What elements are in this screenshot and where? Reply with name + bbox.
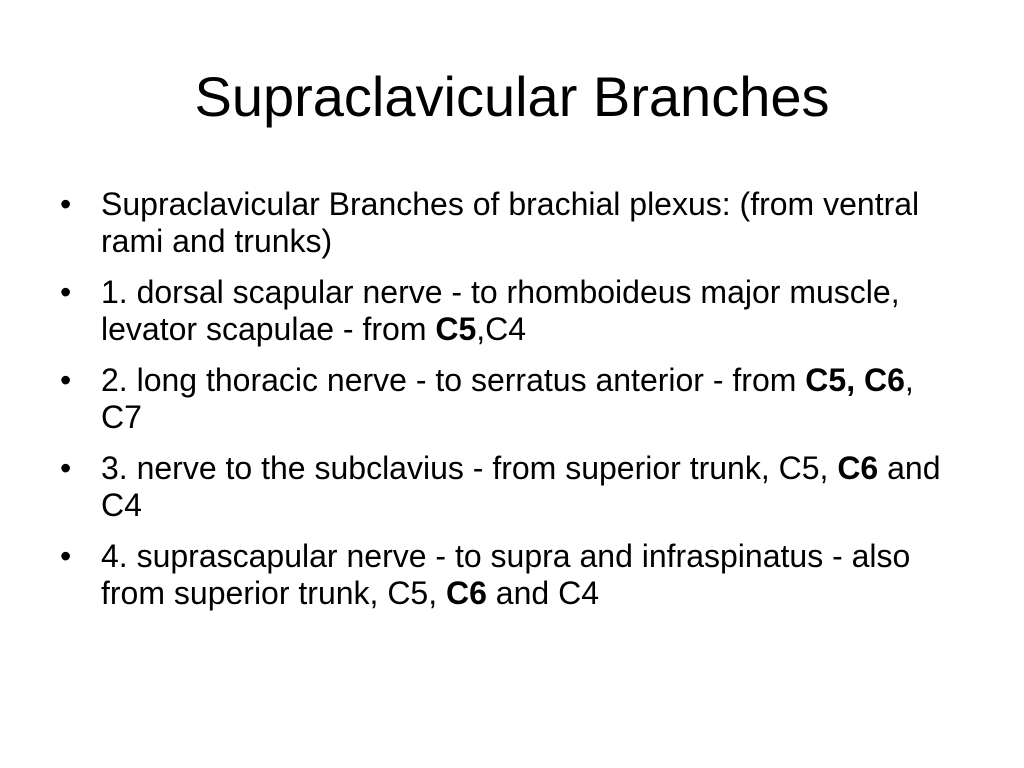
bullet-segment: Supraclavicular Branches of brachial plexus: (from ventral rami and trunks) (101, 186, 920, 259)
bullet-segment-bold: C5 (435, 311, 477, 347)
bullet-text (101, 362, 914, 435)
bullet-list (60, 186, 960, 626)
bullet-segment-bold: C6 (837, 450, 879, 486)
bullet-item-2 (60, 362, 960, 436)
bullet-item-0 (60, 186, 960, 260)
bullet-icon: • (60, 450, 72, 486)
bullet-item-1 (60, 274, 960, 348)
bullet-segment: ,C4 (476, 311, 527, 347)
bullet-segment: and C4 (486, 575, 599, 611)
bullet-item-4 (60, 538, 960, 612)
bullet-icon: • (60, 186, 72, 222)
bullet-text (101, 538, 910, 611)
slide-title: Supraclavicular Branches (194, 65, 830, 128)
bullet-segment: 2. long thoracic nerve - to serratus anterior - from (101, 362, 806, 398)
bullet-segment: 4. suprascapular nerve - to supra and infraspinatus - also from superior trunk, C5, (101, 538, 911, 611)
bullet-segment: and C4 (101, 450, 941, 523)
bullet-segment: 3. nerve to the subclavius - from superior trunk, C5, (101, 450, 838, 486)
bullet-icon: • (60, 274, 72, 310)
bullet-segment: 1. dorsal scapular nerve - to rhomboideus major muscle, levator scapulae - from (101, 274, 900, 347)
bullet-segment: , C7 (101, 362, 914, 435)
bullet-segment-bold: C6 (446, 575, 487, 611)
bullet-segment-bold: C5, C6 (805, 362, 905, 398)
bullet-icon: • (60, 538, 72, 574)
bullet-text (101, 186, 919, 259)
bullet-text (101, 450, 941, 523)
bullet-icon: • (60, 362, 72, 398)
bullet-item-3 (60, 450, 960, 524)
bullet-text (101, 274, 900, 347)
